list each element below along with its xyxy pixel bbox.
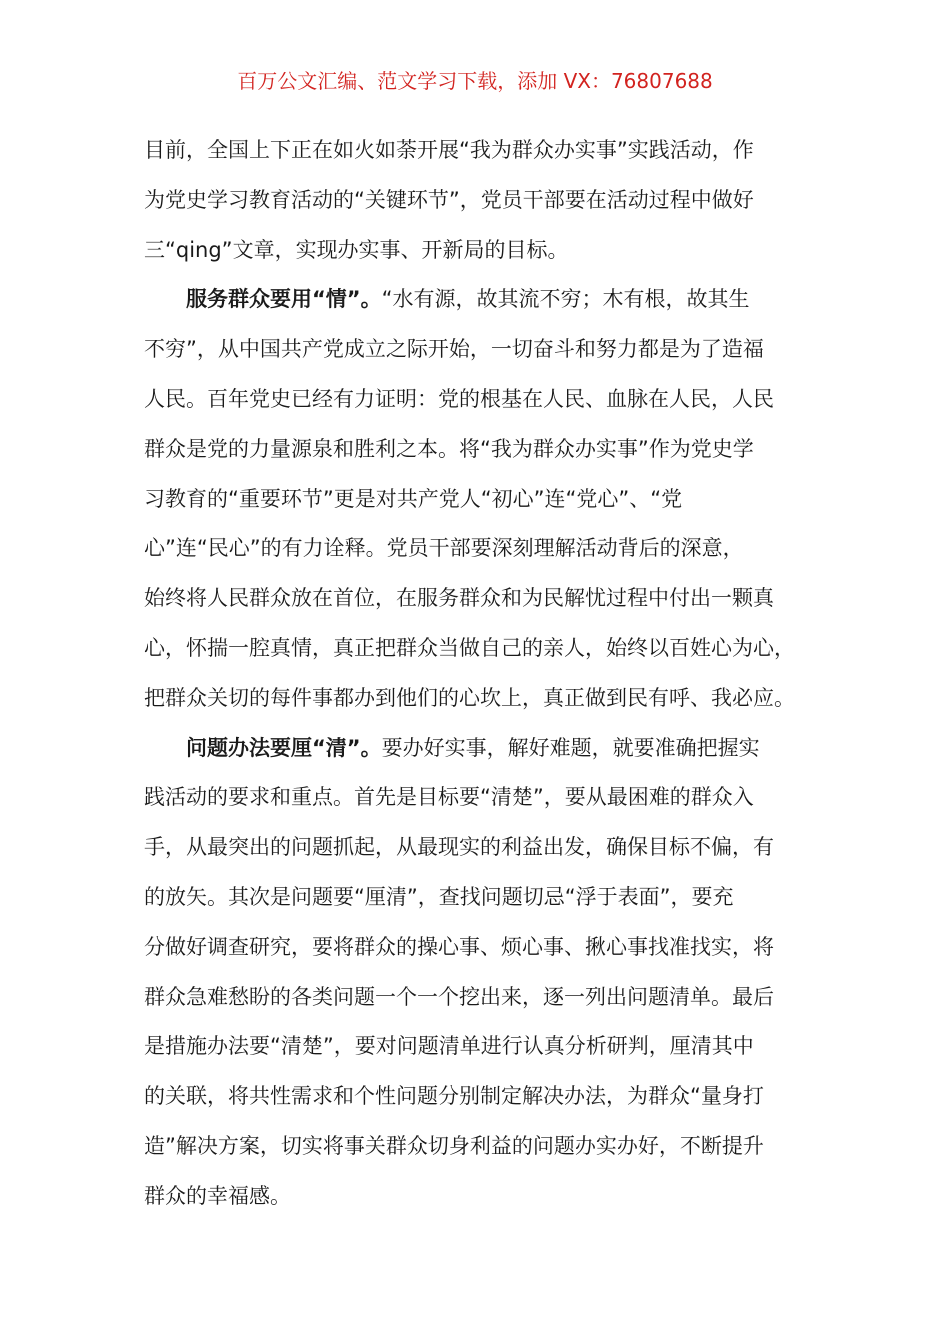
section-1-line: 把群众关切的每件事都办到他们的心坎上，真正做到民有呼、我必应。 bbox=[144, 685, 795, 710]
section-1-line: 习教育的“重要环节”更是对共产党人“初心”连“党心”、“党 bbox=[144, 486, 683, 511]
intro-line: 为党史学习教育活动的“关键环节”，党员干部要在活动过程中做好 bbox=[144, 187, 754, 212]
intro-line: 三“qing”文章，实现办实事、开新局的目标。 bbox=[144, 237, 569, 262]
section-2-line: 造”解决方案，切实将事关群众切身利益的问题办实办好，不断提升 bbox=[144, 1133, 764, 1158]
section-2-line: 群众急难愁盼的各类问题一个一个挖出来，逐一列出问题清单。最后 bbox=[144, 984, 774, 1009]
section-1-line: 不穷”，从中国共产党成立之际开始，一切奋斗和努力都是为了造福 bbox=[144, 337, 764, 362]
section-1-line: 始终将人民群众放在首位，在服务群众和为民解忧过程中付出一颗真 bbox=[144, 586, 774, 611]
section-2-line: 践活动的要求和重点。首先是目标要“清楚”，要从最困难的群众入 bbox=[144, 785, 754, 810]
section-1-line: 人民。百年党史已经有力证明：党的根基在人民、血脉在人民，人民 bbox=[144, 386, 774, 411]
section-2-first-line bbox=[144, 724, 806, 774]
section-1-line: 心”连“民心”的有力诠释。党员干部要深刻理解活动背后的深意， bbox=[144, 536, 744, 561]
intro-line: 目前，全国上下正在如火如荼开展“我为群众办实事”实践活动，作 bbox=[144, 138, 754, 162]
section-2-line: 是措施办法要“清楚”，要对问题清单进行认真分析研判，厘清其中 bbox=[144, 1034, 754, 1059]
section-1-line: 群众是党的力量源泉和胜利之本。将“我为群众办实事”作为党史学 bbox=[144, 436, 754, 461]
section-1-heading: 服务群众要用“情”。 bbox=[186, 287, 382, 312]
section-2-line: 的放矢。其次是问题要“厘清”，查找问题切忌“浮于表面”，要充 bbox=[144, 884, 734, 909]
section-1-first-line bbox=[144, 275, 806, 325]
section-1-line: 心，怀揣一腔真情，真正把群众当做自己的亲人，始终以百姓心为心， bbox=[144, 635, 795, 660]
section-2-line: 分做好调查研究，要将群众的操心事、烦心事、揪心事找准找实，将 bbox=[144, 934, 774, 959]
section-2-lead-text: 要办好实事，解好难题，就要准确把握实 bbox=[381, 735, 760, 760]
section-2-line: 的关联，将共性需求和个性问题分别制定解决办法，为群众“量身打 bbox=[144, 1084, 764, 1109]
section-1-lead-text: “水有源，故其流不穷；木有根，故其生 bbox=[381, 287, 750, 312]
section-2-line: 手，从最突出的问题抓起，从最现实的利益出发，确保目标不偏，有 bbox=[144, 835, 774, 860]
section-2-line: 群众的幸福感。 bbox=[144, 1183, 291, 1208]
promo-header: 百万公文汇编、范文学习下载，添加 VX：76807688 bbox=[237, 69, 713, 93]
section-2-heading: 问题办法要厘“清”。 bbox=[186, 735, 382, 760]
article-body bbox=[144, 126, 806, 1222]
